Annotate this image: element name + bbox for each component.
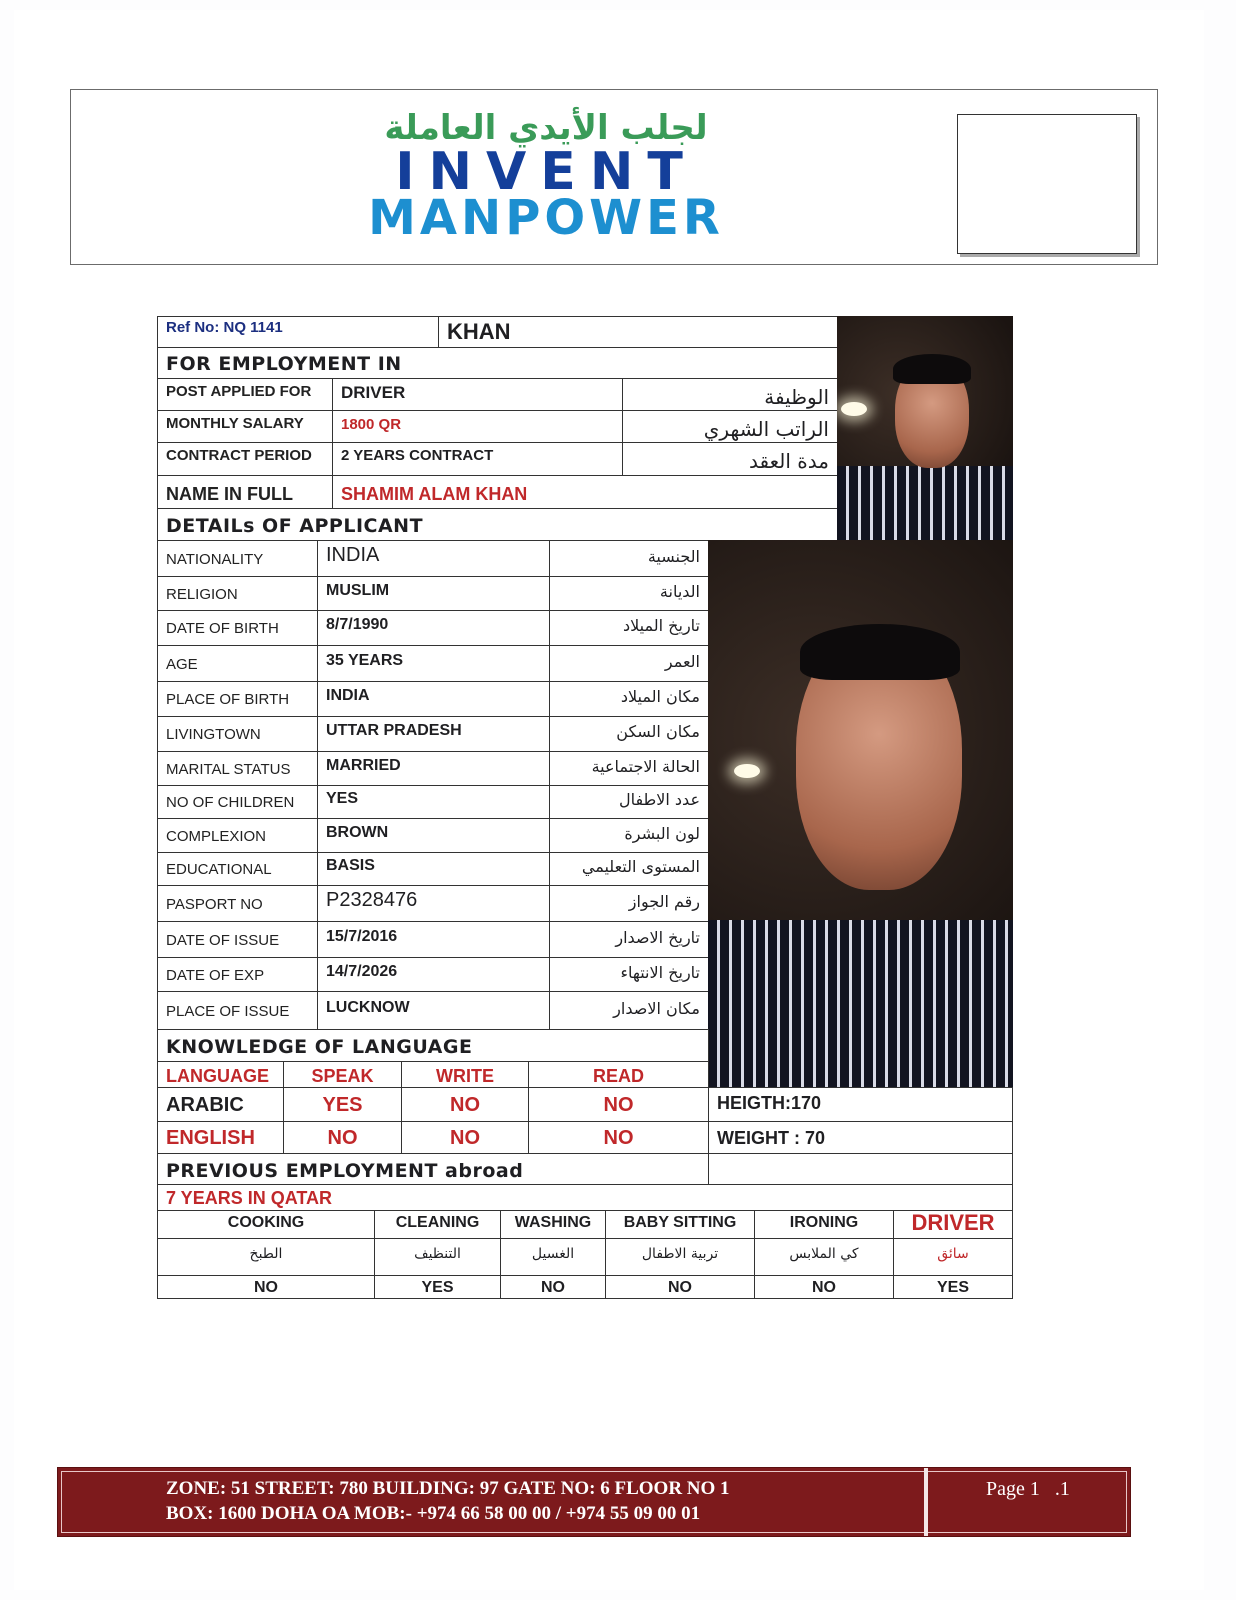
- detail-arabic: تاريخ الاصدار: [549, 921, 709, 958]
- detail-arabic: عدد الاطفال: [549, 785, 709, 819]
- full-name-value: SHAMIM ALAM KHAN: [332, 475, 838, 509]
- skill-name: COOKING: [157, 1210, 375, 1239]
- application-form: [157, 316, 1033, 1326]
- detail-arabic: مكان الاصدار: [549, 991, 709, 1030]
- skill-name: CLEANING: [374, 1210, 501, 1239]
- detail-value: UTTAR PRADESH: [317, 716, 550, 752]
- language-speak: YES: [283, 1087, 402, 1122]
- skill-value: YES: [374, 1275, 501, 1299]
- detail-arabic: تاريخ الانتهاء: [549, 957, 709, 992]
- salary-arabic: الراتب الشهري: [622, 410, 838, 443]
- language-speak: NO: [283, 1121, 402, 1154]
- detail-label: RELIGION: [157, 576, 318, 611]
- detail-arabic: الديانة: [549, 576, 709, 611]
- footer-address-line1: ZONE: 51 STREET: 780 BUILDING: 97 GATE NO: 6 FLOOR NO 1: [166, 1478, 730, 1499]
- detail-label: DATE OF EXP: [157, 957, 318, 992]
- detail-arabic: المستوى التعليمي: [549, 852, 709, 886]
- language-write: NO: [401, 1087, 529, 1122]
- logo-line-invent: INVENT: [395, 142, 697, 202]
- language-name: ARABIC: [157, 1087, 284, 1122]
- full-name-label: NAME IN FULL: [157, 475, 333, 509]
- detail-label: PASPORT NO: [157, 885, 318, 922]
- company-logo: [266, 108, 826, 246]
- detail-value: BROWN: [317, 818, 550, 853]
- language-heading: KNOWLEDGE OF LANGUAGE: [157, 1029, 709, 1062]
- language-header: LANGUAGE: [157, 1061, 284, 1088]
- detail-label: DATE OF ISSUE: [157, 921, 318, 958]
- detail-value: P2328476: [317, 885, 550, 922]
- skill-arabic: تربية الاطفال: [605, 1238, 755, 1276]
- detail-label: COMPLEXION: [157, 818, 318, 853]
- detail-value: INDIA: [317, 681, 550, 717]
- skill-name: IRONING: [754, 1210, 894, 1239]
- detail-value: INDIA: [317, 540, 550, 577]
- detail-value: YES: [317, 785, 550, 819]
- photo-placeholder-box: [957, 114, 1137, 254]
- ref-number: Ref No: NQ 1141: [157, 316, 439, 348]
- employment-heading: FOR EMPLOYMENT IN: [157, 347, 838, 379]
- logo-line-manpower: MANPOWER: [368, 190, 724, 246]
- detail-value: 8/7/1990: [317, 610, 550, 646]
- letterhead: [70, 89, 1158, 265]
- skill-name: WASHING: [500, 1210, 606, 1239]
- language-header: WRITE: [401, 1061, 529, 1088]
- applicant-photo-small: [837, 316, 1013, 541]
- footer-bar: [57, 1467, 1131, 1537]
- page-number: Page 1 .1: [986, 1478, 1070, 1500]
- previous-employment-heading: PREVIOUS EMPLOYMENT abroad: [157, 1153, 709, 1185]
- detail-arabic: رقم الجواز: [549, 885, 709, 922]
- logo-arabic-text: لجلب الأيدي العاملة: [384, 108, 708, 148]
- skill-arabic: الطبخ: [157, 1238, 375, 1276]
- language-write: NO: [401, 1121, 529, 1154]
- detail-arabic: لون البشرة: [549, 818, 709, 853]
- detail-arabic: الجنسية: [549, 540, 709, 577]
- language-read: NO: [528, 1087, 709, 1122]
- skill-value: NO: [754, 1275, 894, 1299]
- salary-value: 1800 QR: [332, 410, 623, 443]
- skill-value: NO: [500, 1275, 606, 1299]
- height-value: HEIGTH:170: [708, 1087, 1013, 1122]
- detail-arabic: الحالة الاجتماعية: [549, 751, 709, 786]
- detail-label: AGE: [157, 645, 318, 682]
- footer-address: [166, 1476, 730, 1526]
- details-heading: DETAILs OF APPLICANT: [157, 508, 838, 541]
- language-header: SPEAK: [283, 1061, 402, 1088]
- detail-label: PLACE OF BIRTH: [157, 681, 318, 717]
- skill-arabic: سائق: [893, 1238, 1013, 1276]
- applicant-photo-large: [708, 540, 1013, 1088]
- skill-arabic: الغسيل: [500, 1238, 606, 1276]
- skill-name: BABY SITTING: [605, 1210, 755, 1239]
- post-applied-arabic: الوظيفة: [622, 378, 838, 411]
- contract-label: CONTRACT PERIOD: [157, 442, 333, 476]
- detail-value: 35 YEARS: [317, 645, 550, 682]
- skill-value: NO: [605, 1275, 755, 1299]
- detail-arabic: تاريخ الميلاد: [549, 610, 709, 646]
- blank-cell: [708, 1153, 1013, 1185]
- detail-arabic: مكان السكن: [549, 716, 709, 752]
- contract-arabic: مدة العقد: [622, 442, 838, 476]
- post-applied-label: POST APPLIED FOR: [157, 378, 333, 411]
- skill-arabic: كي الملابس: [754, 1238, 894, 1276]
- previous-employment-value: 7 YEARS IN QATAR: [157, 1184, 1013, 1211]
- skill-arabic: التنظيف: [374, 1238, 501, 1276]
- surname: KHAN: [438, 316, 838, 348]
- language-header: READ: [528, 1061, 709, 1088]
- weight-value: WEIGHT : 70: [708, 1121, 1013, 1154]
- detail-value: BASIS: [317, 852, 550, 886]
- detail-label: NATIONALITY: [157, 540, 318, 577]
- detail-label: EDUCATIONAL: [157, 852, 318, 886]
- contract-value: 2 YEARS CONTRACT: [332, 442, 623, 476]
- footer-address-line2: BOX: 1600 DOHA OA MOB:- +974 66 58 00 00 / +974 55 09 00 01: [166, 1503, 701, 1524]
- detail-label: NO OF CHILDREN: [157, 785, 318, 819]
- salary-label: MONTHLY SALARY: [157, 410, 333, 443]
- skill-value: NO: [157, 1275, 375, 1299]
- detail-label: DATE OF BIRTH: [157, 610, 318, 646]
- detail-value: MUSLIM: [317, 576, 550, 611]
- detail-value: MARRIED: [317, 751, 550, 786]
- post-applied-value: DRIVER: [332, 378, 623, 411]
- detail-label: MARITAL STATUS: [157, 751, 318, 786]
- skill-value: YES: [893, 1275, 1013, 1299]
- detail-label: PLACE OF ISSUE: [157, 991, 318, 1030]
- detail-arabic: العمر: [549, 645, 709, 682]
- detail-value: LUCKNOW: [317, 991, 550, 1030]
- skill-name: DRIVER: [893, 1210, 1013, 1239]
- detail-value: 15/7/2016: [317, 921, 550, 958]
- detail-value: 14/7/2026: [317, 957, 550, 992]
- language-name: ENGLISH: [157, 1121, 284, 1154]
- language-read: NO: [528, 1121, 709, 1154]
- detail-arabic: مكان الميلاد: [549, 681, 709, 717]
- detail-label: LIVINGTOWN: [157, 716, 318, 752]
